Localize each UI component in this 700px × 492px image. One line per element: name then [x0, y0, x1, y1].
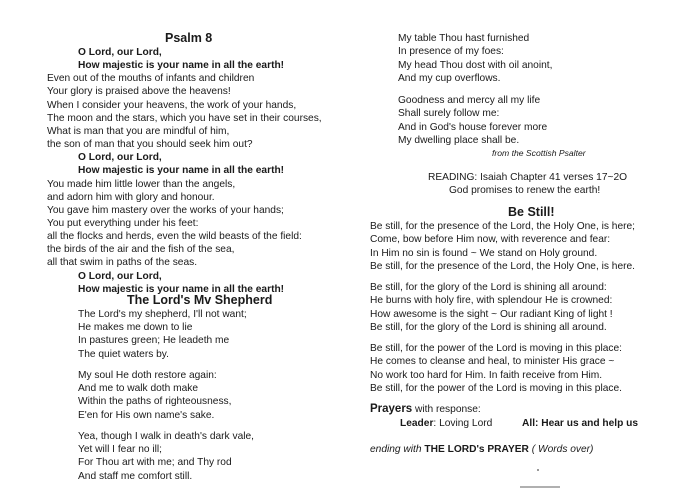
verse-line: And in God's house forever more [398, 121, 548, 133]
shepherd-line: For Thou art with me; and Thy rod [78, 457, 232, 469]
shepherd-line: He makes me down to lie [78, 322, 193, 334]
be-still-line: No work too hard for Him. In faith receive from Him. [370, 369, 603, 381]
psalter-credit: from the Scottish Psalter [492, 148, 586, 158]
be-still-line: Be still, for the glory of the Lord is shining all around: [370, 282, 607, 293]
psalm-line: You made him little lower than the angels, [47, 178, 236, 190]
verse-line: And my cup overflows. [398, 72, 501, 84]
psalm-line: You gave him mastery over the works of your hands; [47, 204, 284, 216]
verse-line: My table Thou hast furnished [398, 33, 530, 44]
lords-prayer: THE LORD's PRAYER [424, 444, 529, 455]
psalm-line: You put everything under his feet: [47, 217, 199, 229]
leader-line [400, 417, 492, 430]
psalm-line: the son of man that you should seek him out? [47, 139, 253, 151]
shepherd-line: And staff me comfort still. [78, 470, 193, 482]
reading-line: READING: Isaiah Chapter 41 verses 17~2O [428, 172, 628, 183]
be-still-line: In Him no sin is found ~ We stand on Holy ground. [370, 247, 598, 259]
psalm-line: and adorn him with glory and honour. [47, 191, 215, 203]
prayers-with: with response: [412, 404, 481, 415]
ending-line [370, 443, 593, 456]
reading-subtitle: God promises to renew the earth! [449, 185, 601, 196]
be-still-line: He comes to cleanse and heal, to minister His grace ~ [370, 356, 615, 368]
psalm-refrain-line: How majestic is your name in all the earth! [78, 165, 285, 177]
psalm-line: the birds of the air and the fish of the sea, [47, 244, 235, 256]
psalm-line: all the flocks and herds, even the wild beasts of the field: [47, 231, 302, 243]
psalm-refrain-line: How majestic is your name in all the earth! [78, 283, 285, 295]
speck [537, 469, 539, 471]
be-still-line: Be still, for the presence of the Lord, the Holy One, is here. [370, 260, 636, 272]
psalm-line: When I consider your heavens, the work of your hands, [47, 99, 297, 111]
psalm-title: Psalm 8 [165, 31, 213, 45]
psalm-refrain-line: O Lord, our Lord, [78, 152, 162, 164]
psalm-line: What is man that you are mindful of him, [47, 125, 230, 137]
psalm-line: Even out of the mouths of infants and children [47, 73, 255, 85]
shepherd-line: Yet will I fear no ill; [78, 444, 162, 456]
shepherd-line: Yea, though I walk in death's dark vale, [78, 431, 255, 442]
words-over: ( Words over) [531, 444, 594, 455]
be-still-line: He burns with holy fire, with splendour He is crowned: [370, 295, 613, 307]
ending-with: ending with [370, 444, 422, 455]
psalm-refrain-line: O Lord, our Lord, [78, 47, 162, 58]
verse-line: In presence of my foes: [398, 46, 504, 58]
verse-line: Goodness and mercy all my life [398, 95, 541, 106]
psalm-line: The moon and the stars, which you have set in their courses, [47, 112, 322, 124]
be-still-title: Be Still! [508, 205, 555, 219]
verse-line: Shall surely follow me: [398, 108, 500, 120]
all-response: All: Hear us and help us [522, 418, 639, 429]
psalm-refrain-line: How majestic is your name in all the earth! [78, 60, 285, 72]
verse-line: My dwelling place shall be. [398, 134, 520, 146]
prayers-line [370, 403, 481, 416]
be-still-line: How awesome is the sight ~ Our radiant King of light ! [370, 308, 613, 320]
shepherd-line: E'en for His own name's sake. [78, 409, 215, 421]
be-still-line: Be still, for the power of the Lord is moving in this place: [370, 343, 622, 354]
psalm-line: all that swim in paths of the seas. [47, 257, 198, 269]
be-still-line: Come, bow before Him now, with reverence and fear: [370, 234, 611, 246]
shepherd-title: The Lord's Mv Shepherd [127, 293, 273, 307]
leader-text: : Loving Lord [433, 418, 493, 429]
psalm-refrain-line: O Lord, our Lord, [78, 270, 162, 282]
edge-mark [520, 486, 560, 488]
prayers-label: Prayers [370, 403, 413, 415]
be-still-line: Be still, for the power of the Lord is moving in this place. [370, 382, 622, 394]
be-still-line: Be still, for the glory of the Lord is shining all around. [370, 321, 607, 333]
shepherd-line: The quiet waters by. [78, 348, 169, 360]
verse-line: My head Thou dost with oil anoint, [398, 59, 553, 71]
psalm-line: Your glory is praised above the heavens! [47, 86, 231, 98]
be-still-line: Be still, for the presence of the Lord, the Holy One, is here; [370, 221, 636, 232]
shepherd-line: My soul He doth restore again: [78, 370, 217, 381]
shepherd-line: And me to walk doth make [78, 383, 199, 395]
shepherd-line: The Lord's my shepherd, I'll not want; [78, 309, 247, 320]
leader-label: Leader [400, 418, 434, 429]
shepherd-line: Within the paths of righteousness, [78, 396, 232, 408]
right-page [350, 0, 700, 492]
shepherd-line: In pastures green; He leadeth me [78, 335, 230, 347]
